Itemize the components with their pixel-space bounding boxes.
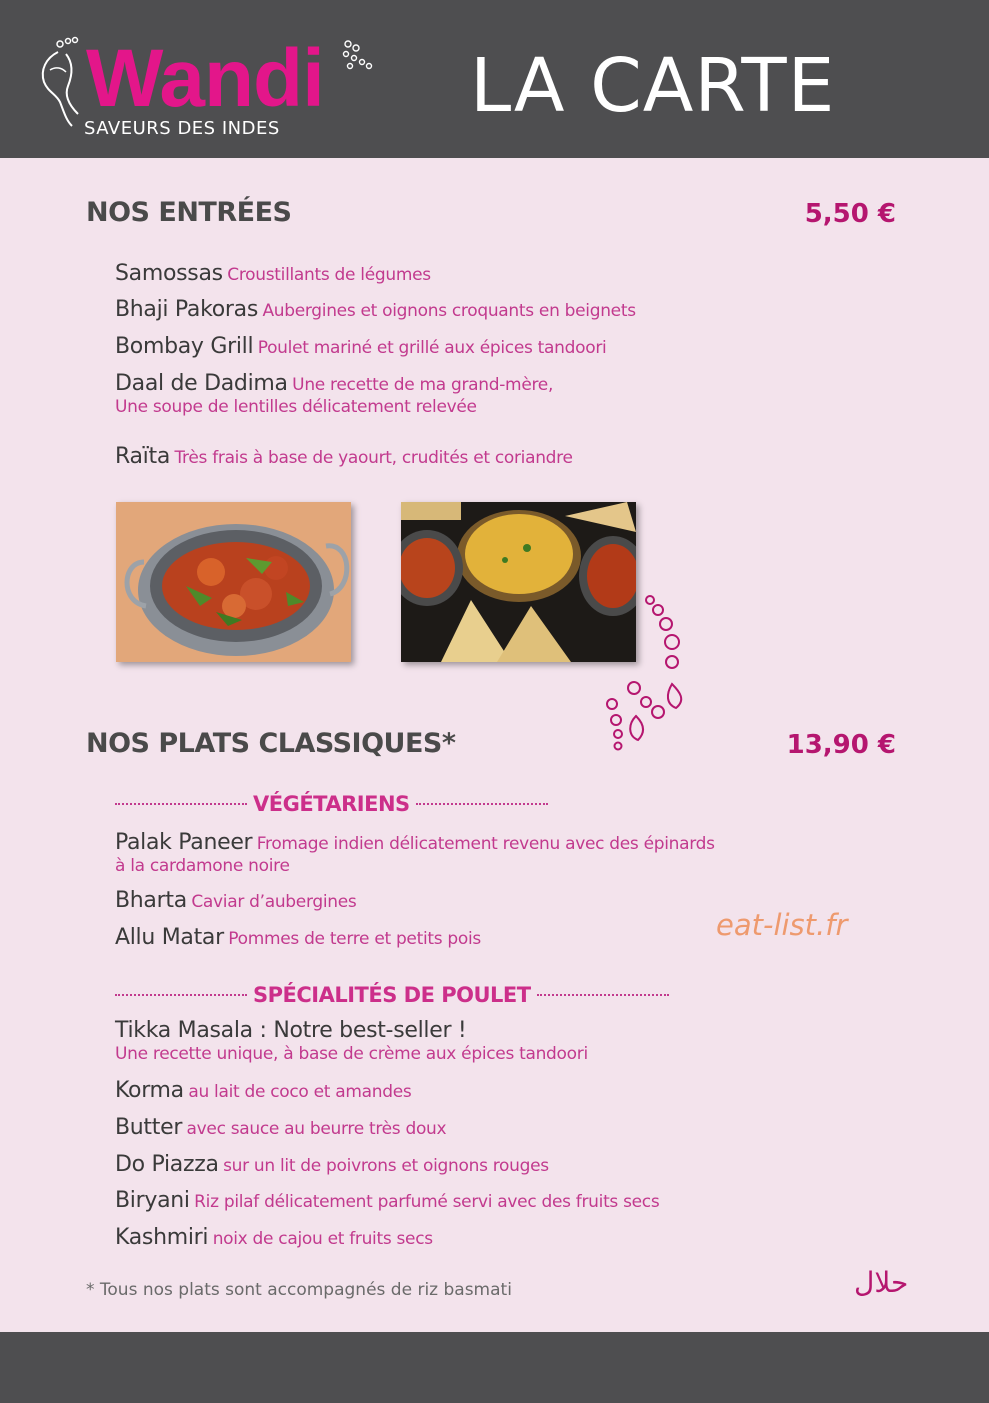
halal-mark: حلال	[854, 1266, 909, 1299]
item-name: Biryani	[115, 1188, 190, 1213]
menu-item	[115, 925, 481, 950]
item-name: Samossas	[115, 261, 223, 286]
item-description: Pommes de terre et petits pois	[228, 929, 481, 949]
menu-item	[115, 444, 573, 469]
menu-item	[115, 261, 431, 286]
footnote: * Tous nos plats sont accompagnés de riz basmati	[86, 1280, 512, 1300]
menu-item	[115, 830, 715, 876]
menu-item	[115, 1115, 446, 1140]
item-name: Butter	[115, 1115, 183, 1140]
menu-item	[115, 1188, 659, 1213]
logo-drops-icon	[338, 36, 378, 76]
item-description-line2: Une soupe de lentilles délicatement relevée	[115, 397, 477, 417]
item-name: Bhaji Pakoras	[115, 297, 258, 322]
item-name: Korma	[115, 1078, 184, 1103]
item-description-line2: Une recette unique, à base de crème aux épices tandoori	[115, 1044, 588, 1064]
subheading-vegetariens	[115, 792, 548, 816]
logo-wordmark: Wandi	[86, 33, 324, 124]
item-name: Kashmiri	[115, 1225, 209, 1250]
price-plats: 13,90 €	[786, 730, 896, 760]
item-description: au lait de coco et amandes	[188, 1082, 412, 1102]
dotted-rule	[416, 803, 548, 805]
logo-tagline: SAVEURS DES INDES	[84, 118, 280, 139]
item-description-line2: à la cardamone noire	[115, 856, 290, 876]
item-description: Fromage indien délicatement revenu avec des épinards	[256, 834, 715, 854]
dotted-rule	[115, 994, 247, 996]
menu-item	[115, 1078, 411, 1103]
item-name: Allu Matar	[115, 925, 224, 950]
item-description: Caviar d’aubergines	[191, 892, 357, 912]
dotted-rule	[537, 994, 669, 996]
logo	[38, 33, 378, 142]
dish-photo-curry	[116, 502, 351, 662]
watermark: eat-list.fr	[716, 908, 848, 942]
item-description: Poulet mariné et grillé aux épices tandoori	[257, 338, 607, 358]
menu-item	[115, 334, 606, 359]
menu-item	[115, 371, 553, 417]
menu-item	[115, 297, 636, 322]
menu-item	[115, 888, 356, 913]
item-description: Riz pilaf délicatement parfumé servi avec des fruits secs	[194, 1192, 660, 1212]
footer-bar	[0, 1332, 989, 1403]
item-name: Palak Paneer	[115, 830, 253, 855]
menu-item	[115, 1152, 549, 1177]
item-description: Croustillants de légumes	[227, 265, 431, 285]
item-description: Très frais à base de yaourt, crudités et coriandre	[174, 448, 573, 468]
subheading-label: SPÉCIALITÉS DE POULET	[253, 983, 531, 1007]
item-description: avec sauce au beurre très doux	[186, 1119, 447, 1139]
menu-item	[115, 1225, 433, 1250]
subheading-label: VÉGÉTARIENS	[253, 792, 410, 816]
item-name: Raïta	[115, 444, 171, 469]
page-title: LA CARTE	[470, 43, 836, 129]
item-name: Daal de Dadima	[115, 371, 288, 396]
section-title-entrees: NOS ENTRÉES	[86, 197, 292, 228]
price-entrees: 5,50 €	[804, 199, 896, 229]
item-description: Aubergines et oignons croquants en beignets	[262, 301, 636, 321]
item-description: Une recette de ma grand-mère,	[292, 375, 554, 395]
decorative-drops-icon	[600, 592, 690, 752]
item-name: Do Piazza	[115, 1152, 219, 1177]
item-name: Bombay Grill	[115, 334, 254, 359]
item-name: Bharta	[115, 888, 187, 913]
subheading-poulet	[115, 983, 669, 1007]
item-name: Tikka Masala : Notre best-seller !	[115, 1018, 467, 1043]
item-description: sur un lit de poivrons et oignons rouges	[223, 1156, 549, 1176]
dotted-rule	[115, 803, 247, 805]
menu-item	[115, 1018, 588, 1064]
header-bar	[0, 0, 989, 158]
section-title-plats: NOS PLATS CLASSIQUES*	[86, 728, 456, 759]
logo-figure-icon	[38, 36, 88, 128]
item-description: noix de cajou et fruits secs	[212, 1229, 433, 1249]
